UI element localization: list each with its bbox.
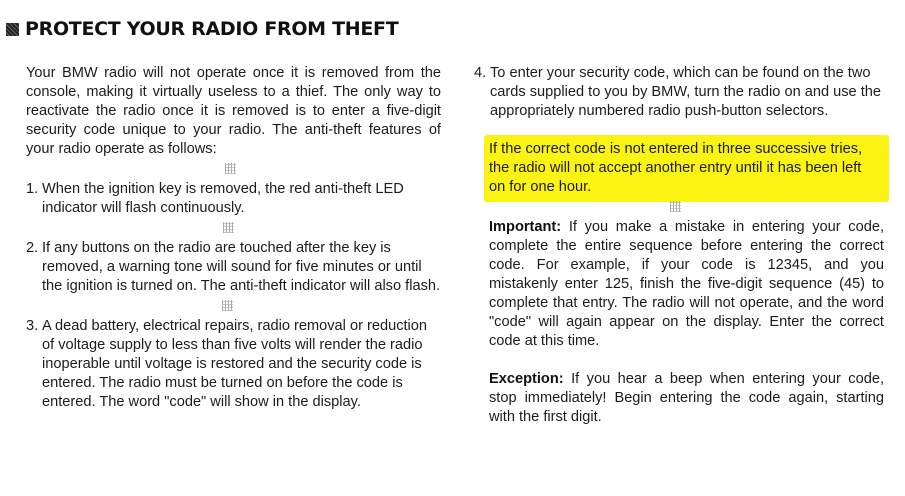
item-text: When the ignition key is removed, the red anti-theft LED indicator will flash continuously.: [42, 181, 404, 216]
item-number: 3.: [26, 318, 39, 334]
ornament-icon: [223, 222, 234, 233]
highlight-text: If the correct code is not entered in three successive tries, the radio will not accept another entry until it has been left on for one hour.: [489, 141, 863, 195]
item-text: A dead battery, electrical repairs, radio removal or reduction of voltage supply to less than five volts will render the radio inoperable until voltage is restored and the security code is entered. The radio must be turned on before the code is entered. The word "code" will show in the display.: [42, 318, 428, 410]
intro-paragraph: Your BMW radio will not operate once it is removed from the console, making it virtually useless to a thief. The only way to reactivate the radio once it is removed is to enter a five-digit security code unique to your radio. The anti-theft features of your radio operate as follows:: [26, 65, 441, 157]
list-item: [26, 180, 441, 218]
important-text: If you make a mistake in entering your code, complete the entire sequence before entering the correct code. For example, if your code is 12345, and you mistakenly enter 125, finish the five-digit sequence (45) to complete that entry. The radio will not operate, and the word "code" will again appear on the display. Enter the correct code at this time.: [489, 219, 884, 349]
highlighted-warning: [474, 140, 884, 197]
item-number: 4.: [474, 65, 487, 81]
list-item: [26, 317, 441, 412]
item-number: 1.: [26, 181, 39, 197]
left-column: [26, 64, 441, 412]
item-number: 2.: [26, 240, 39, 256]
right-column: [474, 64, 884, 427]
section-heading: [6, 18, 398, 40]
important-label: Important:: [489, 219, 562, 235]
item-text: To enter your security code, which can be found on the two cards supplied to you by BMW, turn the radio on and use the appropriately numbered radio push-button selectors.: [490, 65, 882, 119]
exception-note: [489, 370, 884, 427]
list-item: [474, 64, 884, 121]
important-note: [489, 218, 884, 351]
exception-text: If you hear a beep when entering your code, stop immediately! Begin entering the code again, starting with the first digit.: [489, 371, 884, 425]
ornament-icon: [225, 163, 236, 174]
heading-text: PROTECT YOUR RADIO FROM THEFT: [25, 18, 399, 40]
exception-label: Exception:: [489, 371, 564, 387]
square-bullet-icon: [6, 23, 19, 36]
ornament-icon: [222, 300, 233, 311]
item-text: If any buttons on the radio are touched after the key is removed, a warning tone will sound for five minutes or until the ignition is turned on. The anti-theft indicator will also flash.: [42, 240, 441, 294]
list-item: [26, 239, 441, 296]
ornament-icon: [670, 201, 681, 212]
